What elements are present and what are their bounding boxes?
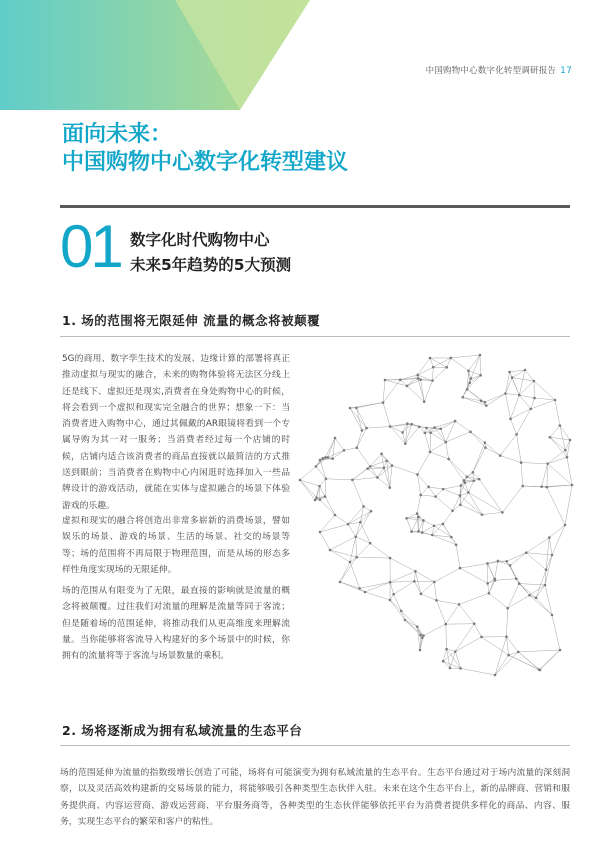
page-title: [62, 121, 348, 177]
title-divider: [60, 205, 570, 208]
chapter-title: [130, 228, 291, 278]
running-header: [426, 64, 572, 76]
section-1-divider: [60, 336, 570, 337]
title-line-1: 面向未来：: [62, 122, 173, 147]
section-1-paragraph-3: 场的范围从有限变为了无限，最直接的影响就是流量的概念将被颠覆。过往我们对流量的理解是流量等同于客流；但是随着场的范围延伸，将推动我们从更高维度来理解流量。当你能够将客流导入构建好的多个场景中的时候，你拥有的流量将等于客流与场景数量的乘积。: [62, 586, 290, 662]
section-1-paragraph-1: 5G的商用、数字孪生技术的发展、边缘计算的部署将真正推动虚拟与现实的融合，未来的购物体验将无法区分线上还是线下、虚拟还是现实,消费者在身处购物中心的时候，将会看到一个虚拟和现实完全融合的世界；想象一下：当消费者进入购物中心，通过其佩戴的AR眼镜将看到一个专属导购为其一对一服务；当消费者经过每一个店铺的时候，店铺内适合该消费者的商品直接就以最简洁的方式推送到眼前；当消费者在购物中心内闲逛时选择加入一些品牌设计的游戏活动，就能在实体与虚拟融合的场景下体验游戏的乐趣。: [62, 354, 290, 511]
section-2-heading: 2. 场将逐渐成为拥有私域流量的生态平台: [62, 723, 303, 738]
section-1-heading: 1. 场的范围将无限延伸 流量的概念将被颠覆: [62, 313, 321, 328]
section-2-paragraph: 场的范围延伸为流量的指数级增长创造了可能，场将有可能演变为拥有私域流量的生态平台。生态平台通过对于场内流量的深刻洞察，以及灵活高效构建新的交易场景的能力，将能够吸引各种类型生态伙伴入驻。未来在这个生态平台上，新的品牌商、营销和服务提供商、内容运营商、游戏运营商、平台服务商等，各种类型的生态伙伴能够依托平台为消费者提供多样化的商品、内容、服务，实现生态平台的繁荣和客户的粘性。: [60, 768, 570, 827]
report-title: 中国购物中心数字化转型调研报告: [425, 66, 557, 76]
chapter-title-line-2: 未来5年趋势的5大预测: [130, 256, 292, 274]
page-number: 17: [560, 66, 572, 76]
title-line-2: 中国购物中心数字化转型建议: [62, 150, 349, 175]
chapter-title-line-1: 数字化时代购物中心: [130, 231, 270, 249]
wireframe-head-illustration: [290, 350, 580, 680]
chapter-number: 01: [60, 213, 121, 280]
corner-gradient-decoration: [0, 0, 310, 110]
section-2-divider: [60, 745, 570, 746]
section-1-paragraph-2: 虚拟和现实的融合将创造出非常多崭新的消费场景，譬如娱乐的场景、游戏的场景、生活的场景、社交的场景等等；场的范围将不再局限于物理范围，而是从场的形态多样性角度实现场的无限延伸。: [62, 516, 290, 575]
